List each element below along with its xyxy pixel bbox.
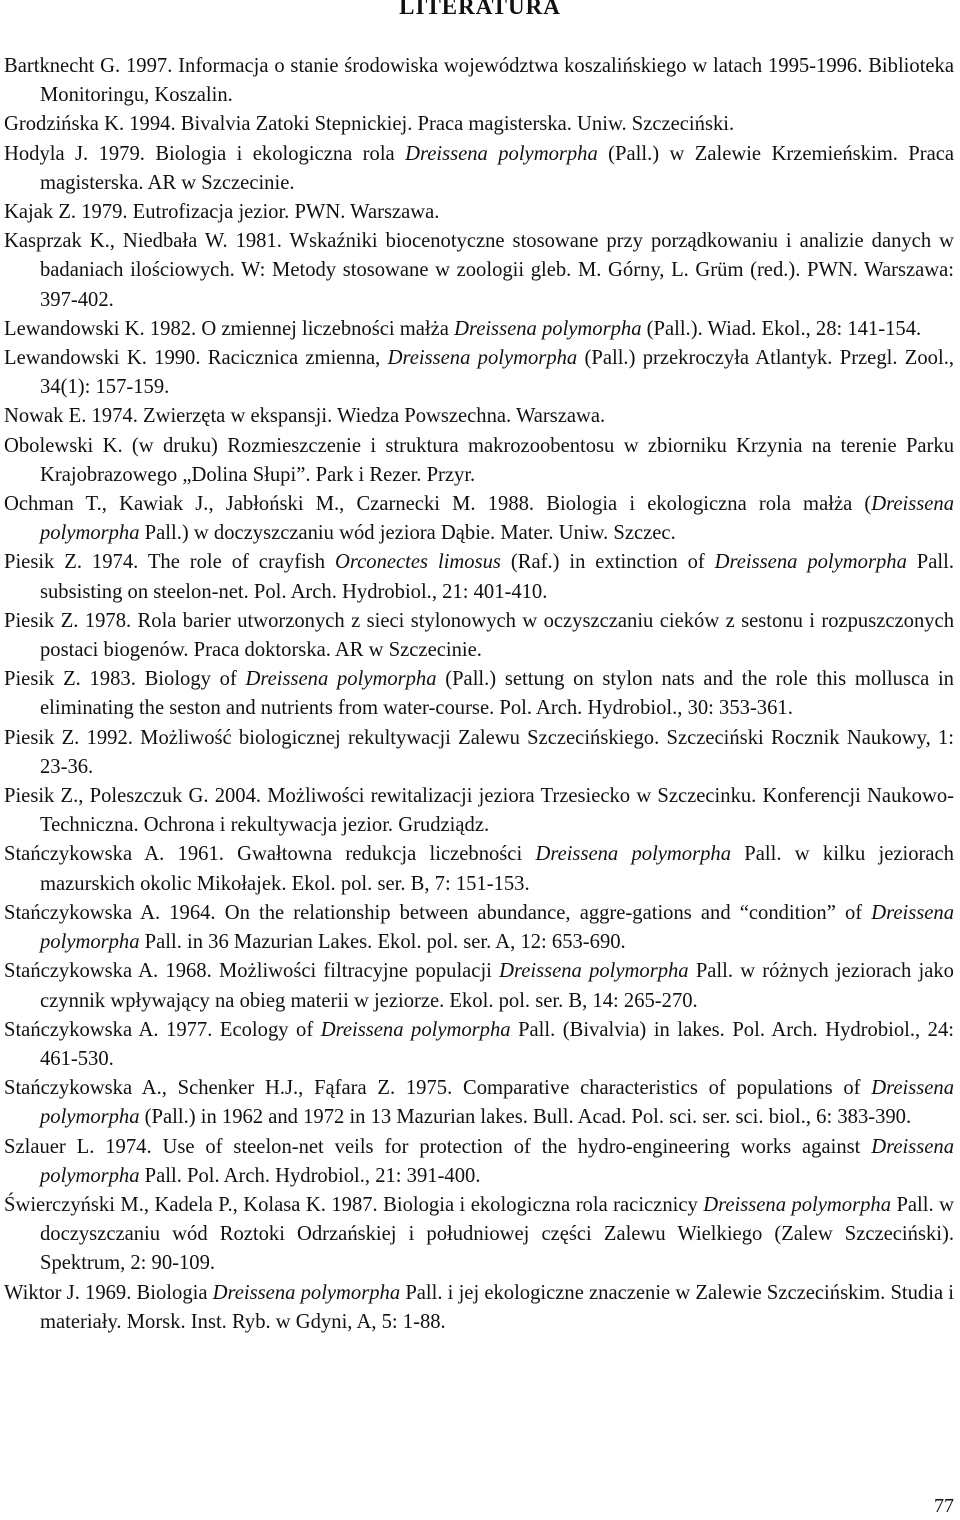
reference-entry bbox=[4, 344, 954, 402]
reference-text: Wiktor J. 1969. Biologia bbox=[4, 1281, 213, 1304]
reference-entry bbox=[4, 607, 954, 665]
species-name: Dreissena polymorpha bbox=[245, 668, 437, 691]
reference-entry bbox=[4, 1279, 954, 1337]
reference-entry bbox=[4, 724, 954, 782]
species-name: Dreissena polymorpha bbox=[40, 1135, 954, 1187]
reference-text: (Pall.) w Zalewie Krzemieńskim. Praca magisterska. AR w Szczecinie. bbox=[40, 142, 954, 194]
reference-entry bbox=[4, 840, 954, 898]
reference-text: Piesik Z. 1992. Możliwość biologicznej rekultywacji Zalewu Szczecińskiego. Szczeciński Rocznik Naukowy, 1: 23-36. bbox=[4, 726, 954, 778]
page-title: LITERATURA bbox=[399, 0, 561, 19]
species-name: Dreissena polymorpha bbox=[40, 1077, 954, 1129]
reference-entry bbox=[4, 665, 954, 723]
reference-list bbox=[4, 52, 954, 1337]
reference-text: Pall. w kilku jeziorach mazurskich okolic Mikołajek. Ekol. pol. ser. B, 7: 151-153. bbox=[40, 843, 954, 895]
reference-entry bbox=[4, 140, 954, 198]
reference-entry bbox=[4, 52, 954, 110]
reference-entry bbox=[4, 1133, 954, 1191]
reference-entry bbox=[4, 1016, 954, 1074]
reference-text: (Raf.) in extinction of bbox=[500, 551, 715, 574]
reference-text: Nowak E. 1974. Zwierzęta w ekspansji. Wiedza Powszechna. Warszawa. bbox=[4, 405, 606, 428]
reference-text: (Pall.). Wiad. Ekol., 28: 141-154. bbox=[641, 317, 922, 340]
reference-text: Pall. w różnych jeziorach jako czynnik wpływający na obieg materii w jeziorze. Ekol. pol. ser. B, 14: 265-270. bbox=[40, 960, 954, 1012]
reference-entry bbox=[4, 957, 954, 1015]
reference-text: (Pall.) in 1962 and 1972 in 13 Mazurian lakes. Bull. Acad. Pol. sci. ser. sci. biol., 6: 383-390. bbox=[139, 1106, 912, 1129]
page-number: 77 bbox=[934, 1495, 954, 1517]
reference-text: Świerczyński M., Kadela P., Kolasa K. 1987. Biologia i ekologiczna rola racicznicy bbox=[4, 1193, 704, 1216]
reference-text: Szlauer L. 1974. Use of steelon-net veils for protection of the hydro-engineering works against bbox=[4, 1135, 872, 1158]
reference-entry bbox=[4, 899, 954, 957]
reference-text: Piesik Z. 1983. Biology of bbox=[4, 668, 246, 691]
reference-text: (Pall.) settung on stylon nats and the role this mollusca in eliminating the seston and nutrients from water-course. Pol. Arch. Hydrobiol., 30: 353-361. bbox=[40, 668, 954, 720]
reference-text: Stańczykowska A. 1964. On the relationship between abundance, aggre-gations and “condition” of bbox=[4, 901, 872, 924]
reference-entry bbox=[4, 110, 954, 139]
species-name: Orconectes limosus bbox=[335, 551, 501, 574]
reference-text: Pall. subsisting on steelon-net. Pol. Arch. Hydrobiol., 21: 401-410. bbox=[40, 551, 954, 603]
reference-entry bbox=[4, 315, 954, 344]
species-name: Dreissena polymorpha bbox=[714, 551, 907, 574]
reference-text: Piesik Z., Poleszczuk G. 2004. Możliwości rewitalizacji jeziora Trzesiecko w Szczecinku. Konferencji Naukowo-Techniczna. Ochrona i rekultywacja jezior. Grudziądz. bbox=[4, 785, 954, 837]
reference-text: Pall. (Bivalvia) in lakes. Pol. Arch. Hydrobiol., 24: 461-530. bbox=[40, 1018, 954, 1070]
species-name: Dreissena polymorpha bbox=[212, 1281, 401, 1304]
reference-text: Stańczykowska A. 1961. Gwałtowna redukcja liczebności bbox=[4, 843, 536, 866]
reference-entry bbox=[4, 1191, 954, 1279]
species-name: Dreissena polymorpha bbox=[40, 493, 954, 545]
reference-text: Pall. i jej ekologiczne znaczenie w Zalewie Szczecińskim. Studia i materiały. Morsk. Inst. Ryb. w Gdyni, A, 5: 1-88. bbox=[40, 1281, 954, 1333]
reference-entry bbox=[4, 432, 954, 490]
reference-text: Lewandowski K. 1982. O zmiennej liczebności małża bbox=[4, 317, 455, 340]
reference-text: Stańczykowska A. 1968. Możliwości filtracyjne populacji bbox=[4, 960, 500, 983]
species-name: Dreissena polymorpha bbox=[405, 142, 598, 165]
reference-text: Pall.) w doczyszczaniu wód jeziora Dąbie. Mater. Uniw. Szczec. bbox=[139, 522, 676, 545]
reference-text: (Pall.) przekroczyła Atlantyk. Przegl. Zool., 34(1): 157-159. bbox=[40, 347, 954, 399]
reference-entry bbox=[4, 548, 954, 606]
reference-entry bbox=[4, 198, 954, 227]
species-name: Dreissena polymorpha bbox=[40, 901, 954, 954]
reference-text: Grodzińska K. 1994. Bivalvia Zatoki Stepnickiej. Praca magisterska. Uniw. Szczeciński. bbox=[4, 113, 735, 136]
reference-text: Pall. Pol. Arch. Hydrobiol., 21: 391-400. bbox=[139, 1164, 481, 1187]
reference-text: Kasprzak K., Niedbała W. 1981. Wskaźniki biocenotyczne stosowane przy porządkowaniu i analizie danych w badaniach ilościowych. W: Metody stosowane w zoologii gleb. M. Górny, L. Grüm (red.). PWN. Warszawa: 397-402. bbox=[4, 230, 954, 311]
reference-text: Kajak Z. 1979. Eutrofizacja jezior. PWN. Warszawa. bbox=[4, 201, 440, 224]
reference-text: Pall. in 36 Mazurian Lakes. Ekol. pol. ser. A, 12: 653-690. bbox=[139, 931, 626, 954]
reference-text: Hodyla J. 1979. Biologia i ekologiczna rola bbox=[4, 142, 406, 165]
reference-text: Stańczykowska A., Schenker H.J., Fąfara Z. 1975. Comparative characteristics of populations of bbox=[4, 1077, 872, 1100]
species-name: Dreissena polymorpha bbox=[703, 1193, 891, 1216]
reference-text: Bartknecht G. 1997. Informacja o stanie środowiska województwa koszalińskiego w latach 1995-1996. Biblioteka Monitoringu, Koszalin. bbox=[4, 55, 954, 107]
reference-text: Piesik Z. 1978. Rola barier utworzonych z sieci stylonowych w oczyszczaniu cieków z sestonu i rozpuszczonych postaci biogenów. Praca doktorska. AR w Szczecinie. bbox=[4, 609, 954, 662]
reference-text: Lewandowski K. 1990. Racicznica zmienna, bbox=[4, 347, 388, 370]
reference-text: Pall. w doczyszczaniu wód Roztoki Odrzańskiej i południowej części Zalewu Wielkiego (Zalew Szczeciński). Spektrum, 2: 90-109. bbox=[40, 1193, 954, 1275]
reference-text: Piesik Z. 1974. The role of crayfish bbox=[4, 551, 336, 574]
species-name: Dreissena polymorpha bbox=[499, 960, 689, 983]
reference-entry bbox=[4, 402, 954, 431]
species-name: Dreissena polymorpha bbox=[454, 317, 642, 340]
reference-entry bbox=[4, 782, 954, 840]
species-name: Dreissena polymorpha bbox=[320, 1018, 511, 1041]
species-name: Dreissena polymorpha bbox=[387, 347, 578, 370]
reference-text: Ochman T., Kawiak J., Jabłoński M., Czarnecki M. 1988. Biologia i ekologiczna rola małża ( bbox=[4, 493, 872, 516]
reference-entry bbox=[4, 1074, 954, 1132]
species-name: Dreissena polymorpha bbox=[535, 843, 732, 866]
reference-entry bbox=[4, 490, 954, 548]
reference-text: Stańczykowska A. 1977. Ecology of bbox=[4, 1018, 321, 1041]
reference-entry bbox=[4, 227, 954, 315]
reference-text: Obolewski K. (w druku) Rozmieszczenie i struktura makrozoobentosu w zbiorniku Krzynia na terenie Parku Krajobrazowego „Dolina Słupi”. Park i Rezer. Przyr. bbox=[4, 434, 954, 486]
